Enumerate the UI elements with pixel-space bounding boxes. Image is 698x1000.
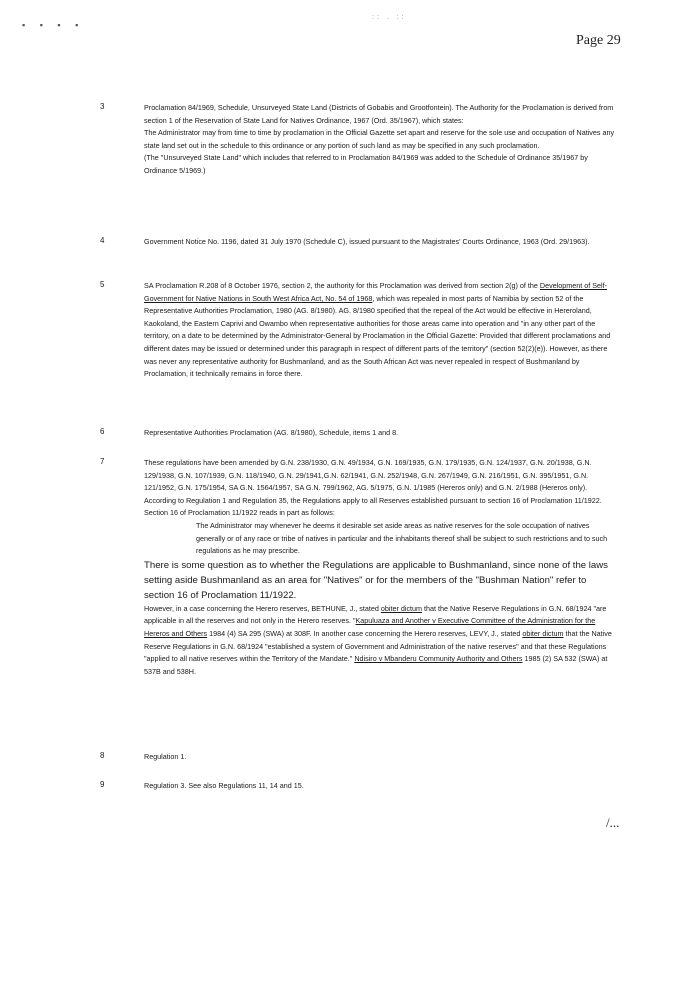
footnote-number: 9 — [100, 780, 105, 789]
footnote-body — [144, 102, 619, 178]
footnote-paragraph: According to Regulation 1 and Regulation 35, the Regulations apply to all Reserves established pursuant to section 16 of Proclamation 11/1922. Section 16 of Proclamation 11/1922 reads in part as follows: — [144, 495, 602, 518]
case-citation: Kapuluaza and Another v Executive Committee of the Administration for the Hereros and Others — [144, 616, 596, 638]
text-run: that the Native Reserve Regulations in G.N. 68/1924 "established a system of Government and Administration of the native reserves" and that these Regulations "applied to all native reserves within the Territory of the Mandate." — [144, 628, 612, 664]
footnote-number: 4 — [100, 236, 105, 245]
footnote-body — [144, 280, 619, 381]
scan-smudge: :: . :: — [372, 14, 407, 21]
footnote-number: 7 — [100, 457, 105, 466]
act-title: Development of Self-Government for Native Nations in South West Africa Act, No. 54 of 1968 — [144, 281, 608, 303]
footnote-body — [144, 427, 619, 440]
footnote-paragraph: These regulations have been amended by G.N. 238/1930, G.N. 49/1934, G.N. 169/1935, G.N. 179/1935, G.N. 124/1937, G.N. 20/1938, G.N. 129/1938, G.N. 107/1939, G.N. 118/1940, G.N. 29/1941,G.N. 62/1941, G.N. 252/1948, G.N. 267/1949, G.N. 216/1951, G.N. 395/1951, G.N. 121/1952, G.N. 175/1954, SA G.N. 1564/1957, SA G.N. 799/1962, AG. 5/1975, G.N. 1/1985 (Hereros only) and G.N. 2/1988 (Hereros only). — [144, 458, 592, 493]
footnote-paragraph: The Administrator may from time to time by proclamation in the Official Gazette set apart and reserve for the sole use and occupation of Natives any state land set out in the schedule to this ordinance or any portion of such land as may be specified in any such proclamation. — [144, 128, 615, 150]
text-run: 1985 (2) SA 532 (SWA) at 537B and 538H. — [144, 654, 608, 676]
footnote-number: 6 — [100, 427, 105, 436]
footnote-number: 5 — [100, 280, 105, 289]
footnote-paragraph: Regulation 3. See also Regulations 11, 14 and 15. — [144, 781, 304, 790]
footnote-paragraph — [144, 603, 619, 679]
text-run: , which was repealed in most parts of Namibia by section 52 of the Representative Authorities Proclamation, 1980 (AG. 8/1980). AG. 8/1980 specified that the repeal of the Act would be effective in Hereroland, Kaokoland, the Eastern Caprivi and Owambo when representative authorities for those areas came into operation and "in any other part of the territory, on a date to be determined by the Administrator-General by Proclamation in the Official Gazette: Provided that different proclamations and different dates may be issued or determined under this paragraph in respect of different parts of the territory" (section 52(2)(e)). However, as there was never any representative authority for Bushmanland, and as the South African Act was never repealed in respect of Bushmanland by Proclamation, it technically remains in force there. — [144, 293, 611, 379]
footnote-body — [144, 751, 619, 764]
footnote-body — [144, 780, 619, 793]
footnote-paragraph: Proclamation 84/1969, Schedule, Unsurveyed State Land (Districts of Gobabis and Grootfontein). The Authority for the Proclamation is derived from section 1 of the Reservation of State Land for Natives Ordinance, 1967 (Ord. 35/1967), which states: — [144, 103, 614, 125]
text-run: that the Native Reserve Regulations in G.N. 68/1924 "are applicable in all the reserves and not only in the Herero reserves. " — [144, 603, 607, 626]
text-run: 1984 (4) SA 295 (SWA) at 308F. In another case concerning the Herero reserves, LEVY, J., stated — [207, 628, 523, 638]
block-quote: The Administrator may whenever he deems it desirable set aside areas as native reserves for the sole occupation of natives generally or of any race or tribe of natives in particular and the inhabitants thereof shall be subject to such restrictions and to such regulations as he may prescribe. — [196, 520, 608, 556]
inserted-paragraph: There is some question as to whether the Regulations are applicable to Bushmanland, since none of the laws setting aside Bushmanland as an area for "Natives" or for the members of the "Bushman Nation" refer to section 16 of Proclamation 11/1922. — [144, 559, 608, 601]
text-run: However, in a case concerning the Herero reserves, BETHUNE, J., stated — [144, 603, 381, 613]
footnote-body — [144, 457, 619, 678]
latin-term: obiter dictum — [380, 603, 423, 613]
footnote-number: 3 — [100, 102, 105, 111]
text-run: SA Proclamation R.208 of 8 October 1976, section 2, the authority for this Proclamation was derived from section 2(g) of the — [144, 281, 540, 290]
footnote-paragraph — [144, 280, 619, 381]
footnote-number: 8 — [100, 751, 105, 760]
footnote-paragraph: (The "Unsurveyed State Land" which includes that referred to in Proclamation 84/1969 was added to the Schedule of Ordinance 35/1967 by Ordinance 5/1969.) — [144, 153, 588, 175]
case-citation: Ndisiro v Mbanderu Community Authority and Others — [354, 654, 523, 664]
footnote-body — [144, 236, 619, 249]
latin-term: obiter dictum — [522, 628, 564, 638]
continuation-mark: /... — [606, 815, 620, 830]
page-number: Page 29 — [576, 33, 621, 48]
footnote-paragraph: Government Notice No. 1196, dated 31 July 1970 (Schedule C), issued pursuant to the Magistrates' Courts Ordinance, 1963 (Ord. 29/1963). — [144, 237, 590, 246]
footnote-paragraph: Representative Authorities Proclamation (AG. 8/1980), Schedule, items 1 and 8. — [144, 428, 399, 437]
footnote-paragraph: Regulation 1. — [144, 752, 187, 761]
scan-marks: ▪ ▪ ▪ ▪ — [22, 20, 85, 30]
